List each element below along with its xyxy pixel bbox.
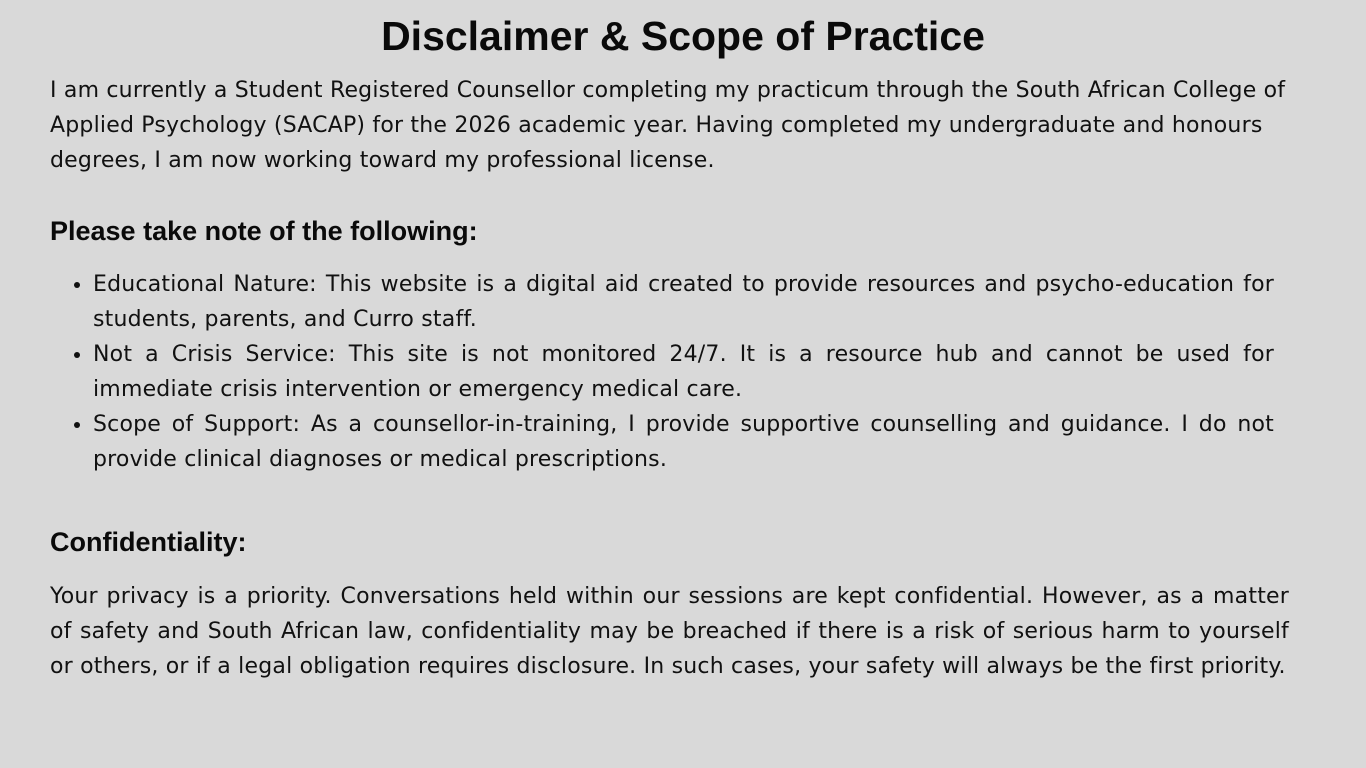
note-item-educational-nature: • Educational Nature: This website is a digital aid created to provide resources and psycho-education for students, parents, and Curro staff. xyxy=(93,267,1274,337)
notes-heading: Please take note of the following: xyxy=(50,216,478,246)
intro-paragraph: I am currently a Student Registered Counsellor completing my practicum through the South African College of Applied Psychology (SACAP) for the 2026 academic year. Having completed my undergraduate and honours degrees, I am now working toward my professional license. xyxy=(50,78,1286,173)
confidentiality-heading: Confidentiality: xyxy=(50,527,247,557)
note-item-not-crisis-service: • Not a Crisis Service: This site is not monitored 24/7. It is a resource hub and cannot be used for immediate crisis intervention or emergency medical care. xyxy=(93,337,1274,407)
page-title: Disclaimer & Scope of Practice xyxy=(381,13,985,59)
notes-list xyxy=(50,267,1274,477)
confidentiality-paragraph: Your privacy is a priority. Conversations held within our sessions are kept confidential. However, as a matter of safety and South African law, confidentiality may be breached if there is a risk of serious harm to yourself or others, or if a legal obligation requires disclosure. In such cases, your safety will always be the first priority. xyxy=(50,584,1289,679)
note-item-scope-of-support: • Scope of Support: As a counsellor-in-training, I provide supportive counselling and guidance. I do not provide clinical diagnoses or medical prescriptions. xyxy=(93,407,1274,477)
